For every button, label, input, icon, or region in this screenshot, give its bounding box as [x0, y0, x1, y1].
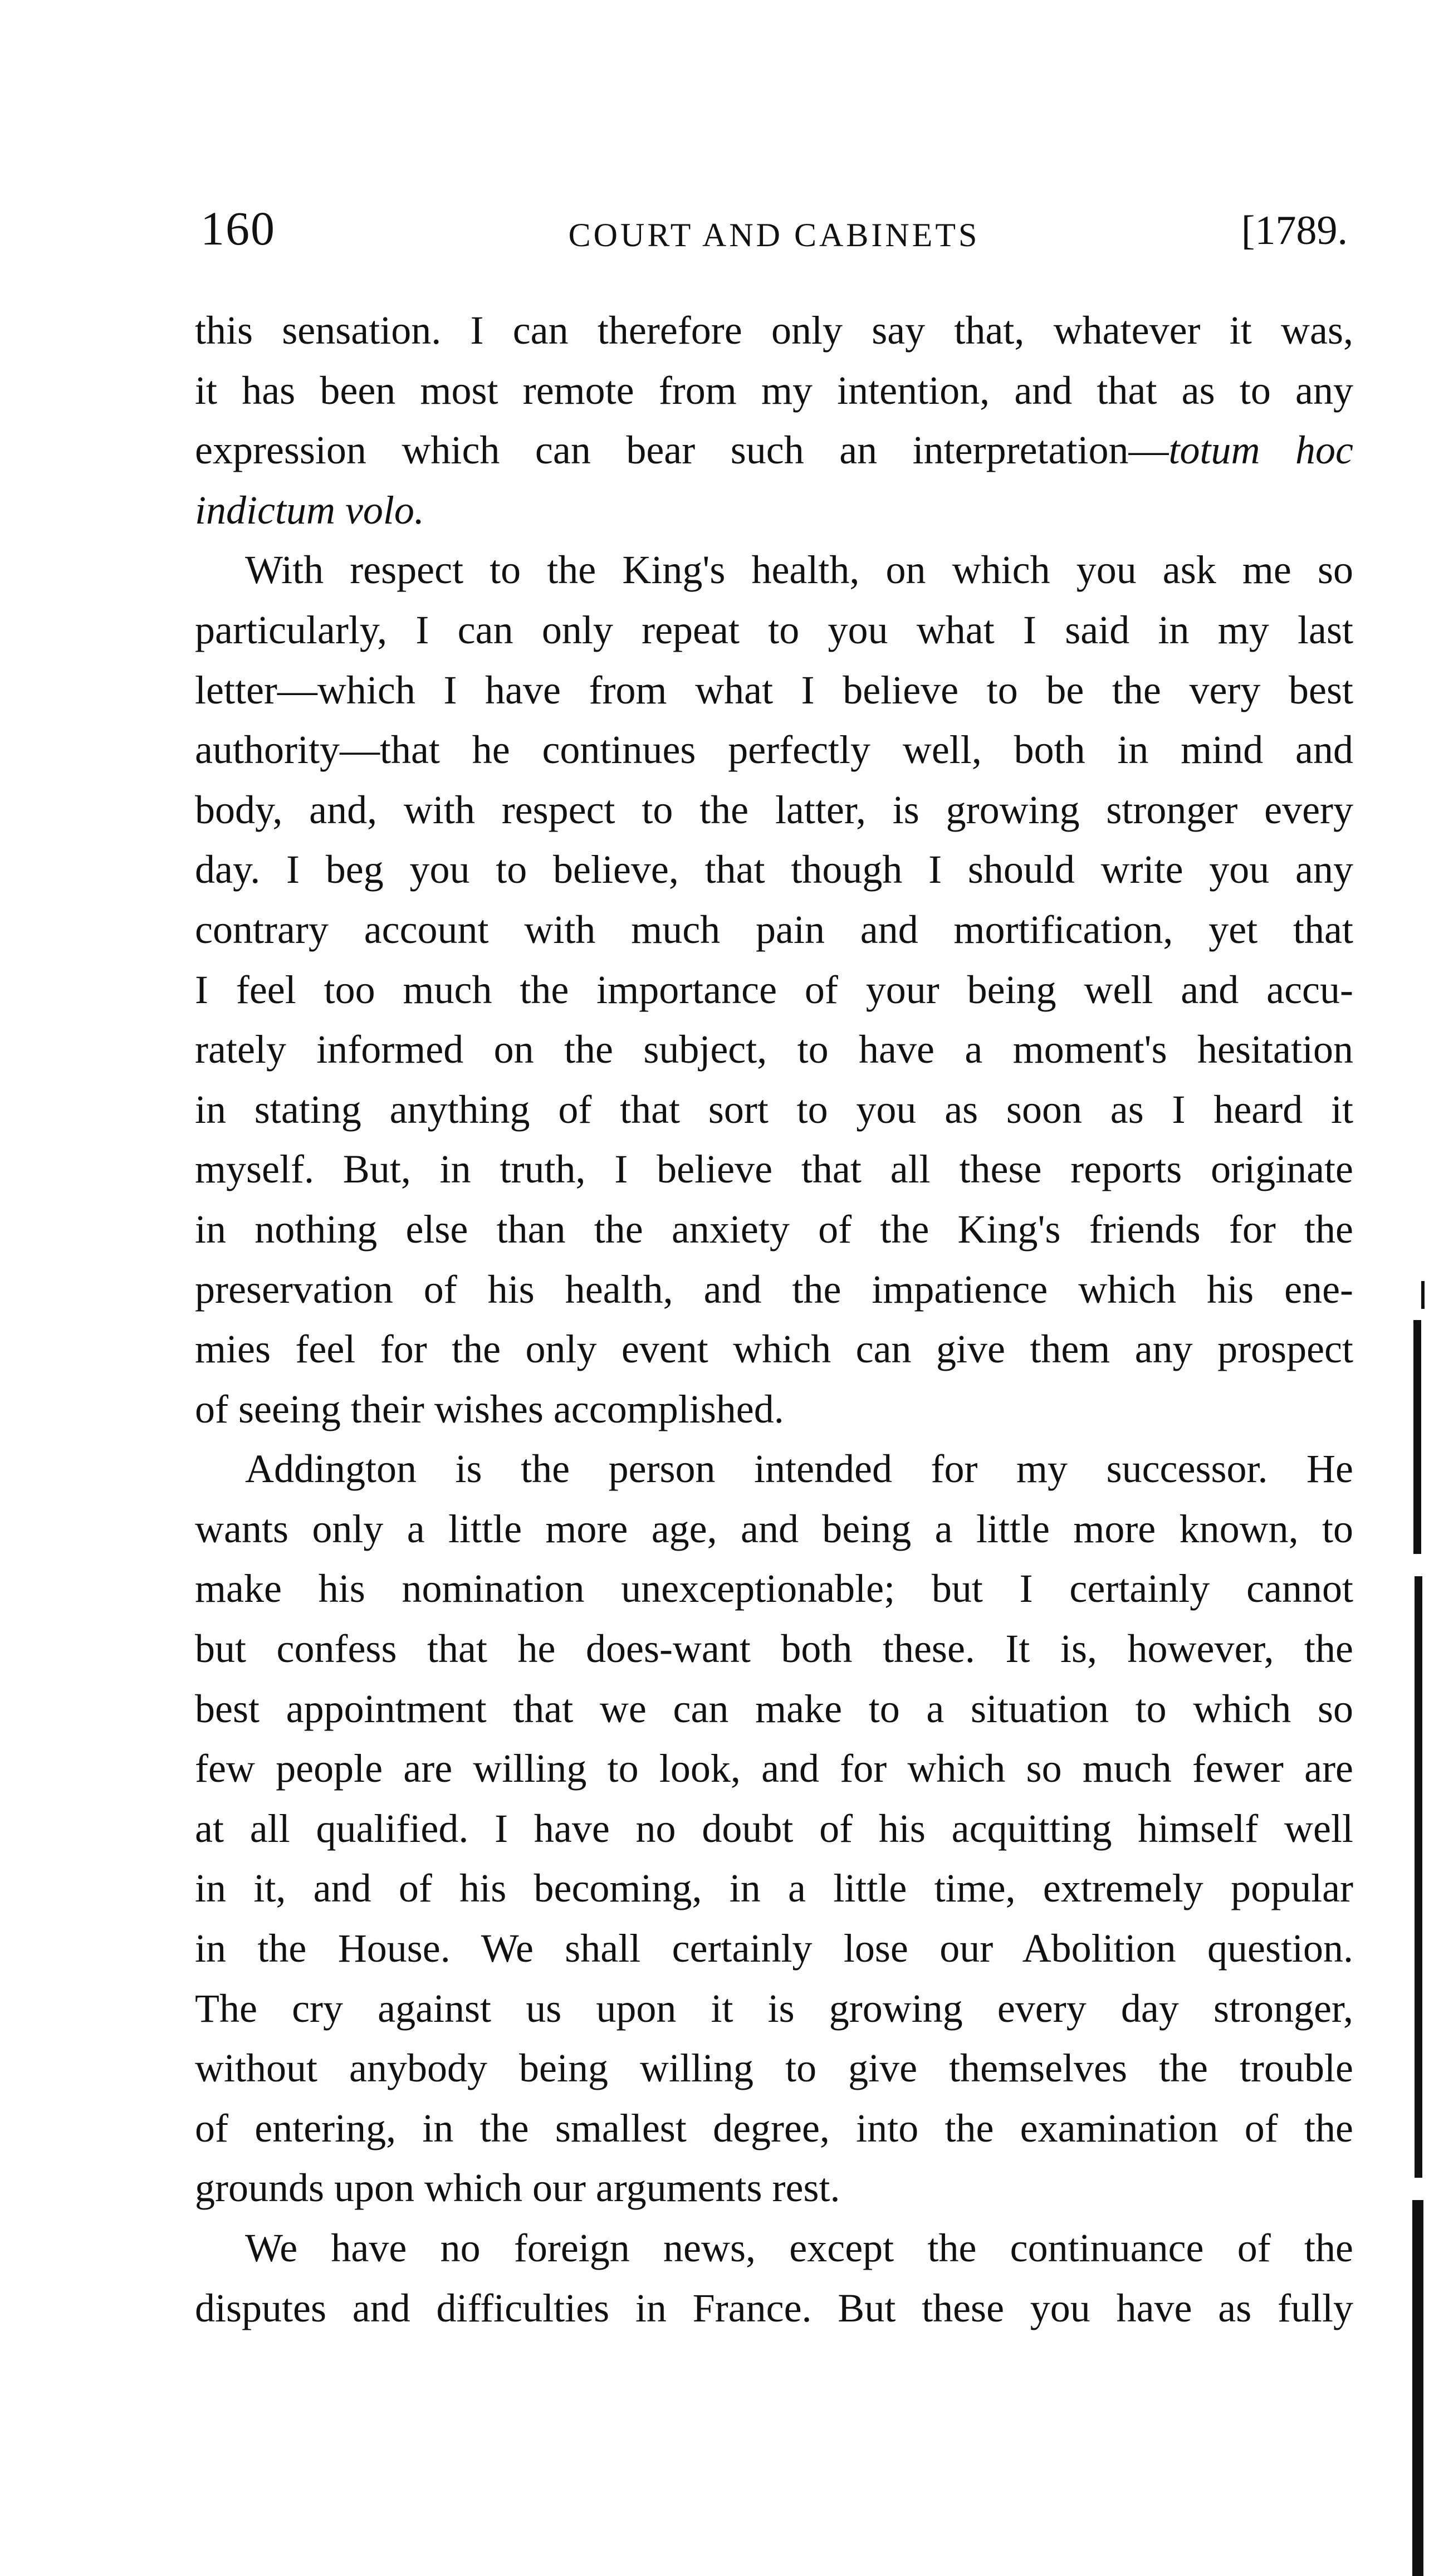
text-line: without anybody being willing to give themselves the trouble [195, 2046, 1353, 2091]
paragraph [195, 1439, 1353, 2218]
text-line: disputes and difficulties in France. But these you have as fully [195, 2285, 1353, 2330]
text-line: in the House. We shall certainly lose our Abolition question. [195, 1926, 1353, 1971]
latin-phrase: indictum volo. [195, 487, 424, 532]
text-line: in stating anything of that sort to you as soon as I heard it [195, 1087, 1353, 1132]
running-title: COURT AND CABINETS [568, 217, 980, 253]
text-line: at all qualified. I have no doubt of his acquitting himself well [195, 1806, 1353, 1851]
text-line: grounds upon which our arguments rest. [195, 2166, 840, 2211]
text-line [195, 481, 1353, 541]
paragraph [195, 540, 1353, 1439]
text-line: of entering, in the smallest degree, into the examination of the [195, 2105, 1353, 2150]
text-line: preservation of his health, and the impatience which his ene- [195, 1267, 1353, 1312]
text-line: body, and, with respect to the latter, is growing stronger every [195, 787, 1353, 832]
text-line: contrary account with much pain and mortification, yet that [195, 907, 1353, 952]
text-line: in nothing else than the anxiety of the King's friends for the [195, 1206, 1353, 1252]
text-line: of seeing their wishes accomplished. [195, 1386, 784, 1431]
text-line: best appointment that we can make to a situation to which so [195, 1686, 1353, 1731]
page-number: 160 [200, 202, 276, 255]
text-line: We have no foreign news, except the continuance of the [245, 2226, 1353, 2270]
text-line: few people are willing to look, and for which so much fewer are [195, 1746, 1353, 1791]
paragraph [195, 301, 1353, 540]
text-line: wants only a little more age, and being a little more known, to [195, 1506, 1353, 1551]
text-line: myself. But, in truth, I believe that all these reports originate [195, 1147, 1353, 1192]
text-line: particularly, I can only repeat to you what I said in my last [195, 607, 1353, 652]
text-line: day. I beg you to believe, that though I should write you any [195, 847, 1353, 892]
page-edge-shadow [1413, 1320, 1421, 1554]
text-line: make his nomination unexceptionable; but I certainly cannot [195, 1566, 1353, 1611]
page-edge-shadow [1412, 2200, 1423, 2576]
text-line: authority—that he continues perfectly well, both in mind and [195, 727, 1353, 773]
text-line: I feel too much the importance of your being well and accu- [195, 967, 1353, 1012]
text-line: in it, and of his becoming, in a little time, extremely popular [195, 1866, 1353, 1911]
page-edge-shadow [1421, 1281, 1425, 1309]
body-text [195, 301, 1353, 2338]
year-marker: [1789. [1241, 208, 1348, 253]
paragraph [195, 2218, 1353, 2338]
text-line: Addington is the person intended for my successor. He [245, 1446, 1353, 1492]
page-header [200, 201, 1348, 267]
text-line: rately informed on the subject, to have a moment's hesitation [195, 1027, 1353, 1072]
text-line: this sensation. I can therefore only say that, whatever it was, [195, 308, 1353, 353]
page-edge-shadow [1415, 1576, 1422, 2178]
text-line: mies feel for the only event which can give them any prospect [195, 1327, 1353, 1372]
latin-phrase: totum hoc [1168, 428, 1353, 473]
text-line: With respect to the King's health, on which you ask me so [245, 548, 1353, 593]
text-line: but confess that he does-want both these. It is, however, the [195, 1626, 1353, 1671]
text-line: The cry against us upon it is growing every day stronger, [195, 1986, 1353, 2031]
text-line: letter—which I have from what I believe to be the very best [195, 667, 1353, 712]
text-line: it has been most remote from my intention, and that as to any [195, 368, 1353, 413]
text-line-segment: expression which can bear such an interpretation— [195, 428, 1169, 473]
text-line [195, 421, 1353, 481]
